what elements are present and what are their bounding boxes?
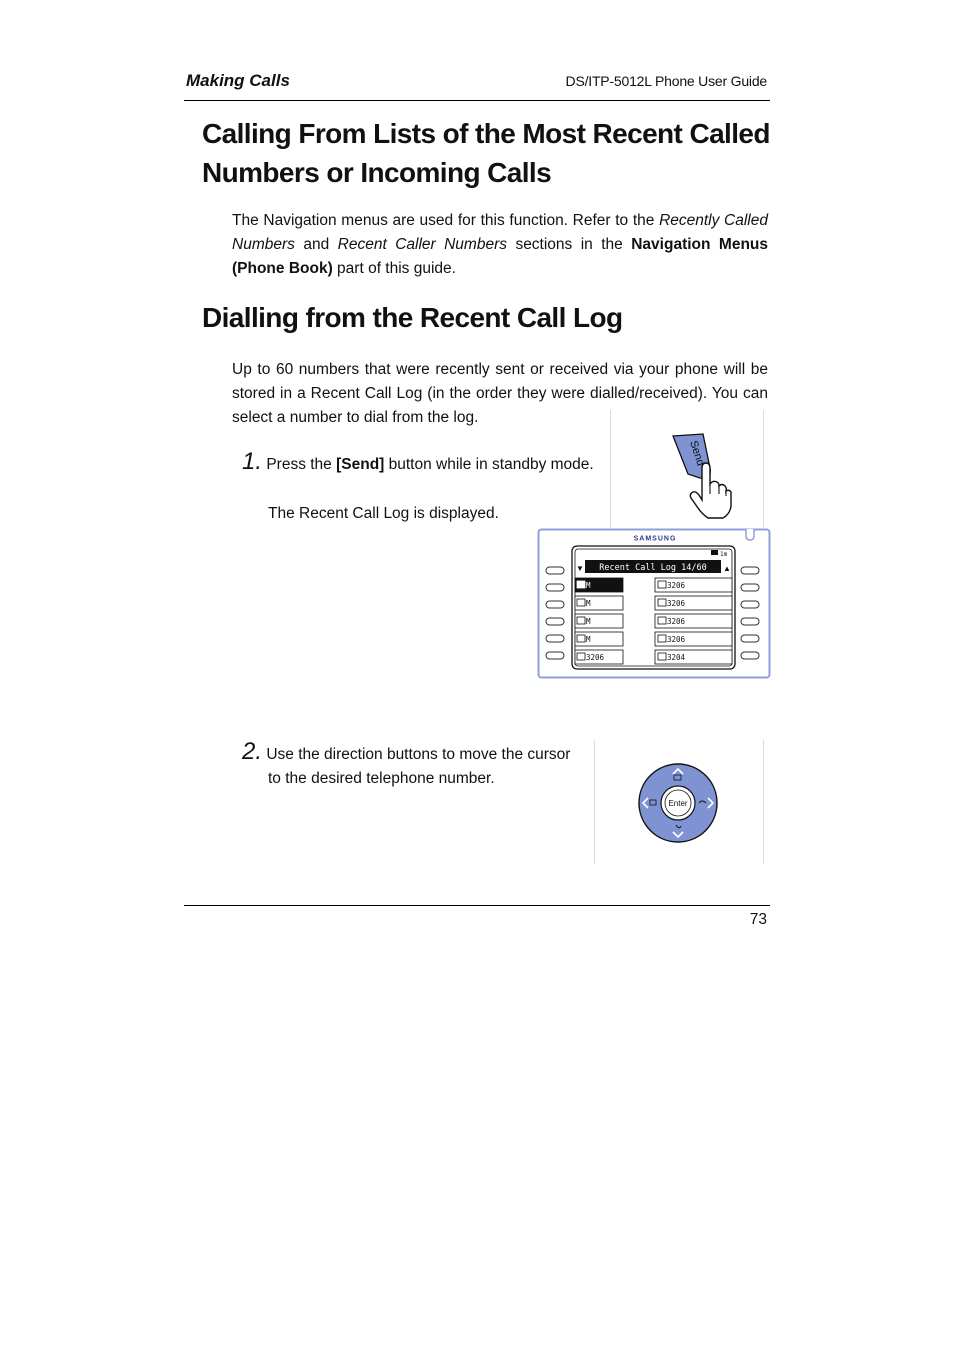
soft-button-left-1[interactable] [546,567,564,574]
scroll-down-arrow: ▼ [576,564,584,573]
log-paragraph: Up to 60 numbers that were recently sent or received via your phone will be stored in a Recent Call Log (in the order they were dialled/received). You can select a number to dial from the log. [232,361,768,426]
step-2-text: Use the direction buttons to move the cursor [266,746,571,763]
call-log-number: 3206 [667,599,686,608]
call-log-number: M [586,635,591,644]
call-type-icon [658,617,666,624]
figure-divider [763,740,764,864]
call-type-icon [577,653,585,660]
call-log-number: 3206 [667,617,686,626]
call-log-number: 3206 [667,635,686,644]
step-2-text-cont: to the desired telephone number. [268,770,495,787]
soft-button-left-6[interactable] [546,652,564,659]
call-type-icon [658,635,666,642]
page-title: Calling From Lists of the Most Recent Called Numbers or Incoming Calls [202,118,770,188]
call-log-number: M [586,617,591,626]
step-1-number: 1. [242,448,263,475]
soft-button-right-5[interactable] [741,635,759,642]
page-number: 73 [749,911,767,928]
step-1-text: button while in standby mode. [384,456,594,473]
step-1-note: The Recent Call Log is displayed. [268,505,499,522]
intro-paragraph [232,209,768,281]
send-key-label: Send [687,439,707,468]
step-2-number: 2. [242,738,263,765]
figure-divider [594,740,595,864]
intro-text: part of this guide. [332,260,456,277]
call-type-icon [577,581,585,588]
header-guide-title: DS/ITP-5012L Phone User Guide [565,73,767,89]
intro-ref-recent-caller: Recent Caller Numbers [337,236,507,253]
call-log-number: 3206 [667,581,686,590]
soft-button-right-6[interactable] [741,652,759,659]
step-2 [242,740,570,767]
send-key-illustration [660,428,740,523]
intro-ref-recently-called: Recently Called Numbers [232,212,768,253]
soft-button-right-2[interactable] [741,584,759,591]
soft-button-left-5[interactable] [546,635,564,642]
soft-button-right-1[interactable] [741,567,759,574]
call-type-icon [658,599,666,606]
call-log-number: 3206 [586,653,605,662]
soft-button-left-4[interactable] [546,618,564,625]
soft-button-left-3[interactable] [546,601,564,608]
soft-button-right-3[interactable] [741,601,759,608]
footer-rule [184,905,770,906]
lcd-title: Recent Call Log 14/60 [599,563,707,573]
brand-logo: SAMSUNG [633,535,677,543]
call-type-icon [577,617,585,624]
navigation-pad [636,762,720,844]
header-section-title: Making Calls [186,71,290,90]
call-type-icon [577,599,585,606]
call-type-icon [658,581,666,588]
intro-text: The Navigation menus are used for this function. Refer to the [232,212,660,229]
call-type-icon [658,653,666,660]
figure-divider [763,410,764,528]
figure-divider [610,410,611,528]
intro-ref-navigation-menus: Navigation Menus (Phone Book) [232,236,768,277]
scroll-up-arrow: ▲ [723,564,731,573]
section-title: Dialling from the Recent Call Log [202,302,623,333]
step-1-send-label: [Send] [336,456,385,473]
header-rule [184,100,770,101]
call-log-number: M [586,581,591,590]
phone-display [537,528,771,680]
call-log-number: M [586,599,591,608]
step-1-text: Press the [266,456,337,473]
intro-text: sections in the [507,236,632,253]
call-log-number: 3204 [667,653,686,662]
step-1 [242,450,594,477]
call-type-icon [577,635,585,642]
soft-button-left-2[interactable] [546,584,564,591]
soft-button-right-4[interactable] [741,618,759,625]
lcd-status: 1m [720,551,728,558]
intro-text: and [294,236,338,253]
enter-label: Enter [668,799,688,808]
message-icon [711,550,718,555]
